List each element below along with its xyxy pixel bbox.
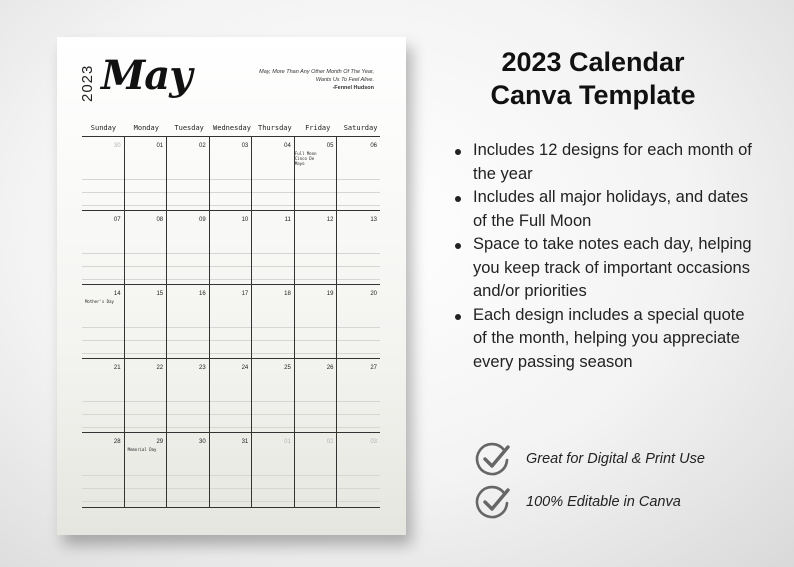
feature-item: Includes all major holidays, and dates of the Full Moon — [452, 186, 752, 233]
calendar-day-cell — [210, 285, 253, 359]
quote-line: May, More Than Any Other Month Of The Year, — [259, 69, 374, 75]
day-number: 13 — [370, 217, 377, 223]
day-number: 31 — [241, 439, 249, 445]
calendar-day-cell — [337, 211, 380, 285]
feature-item: Includes 12 designs for each month of the year — [452, 139, 752, 186]
calendar-day-cell — [252, 211, 295, 285]
calendar-day-cell — [337, 137, 380, 211]
weekday-label: Monday — [133, 124, 159, 132]
calendar-day-cell — [210, 433, 253, 507]
day-number: 01 — [284, 439, 291, 445]
day-number: 05 — [326, 143, 334, 149]
day-number: 08 — [156, 217, 164, 223]
day-number: 23 — [199, 365, 206, 371]
day-number: 22 — [156, 365, 164, 371]
calendar-day-cell — [295, 137, 338, 211]
day-number: 12 — [326, 217, 334, 223]
day-number: 02 — [199, 143, 206, 149]
day-number: 02 — [326, 439, 334, 445]
promo-title-line: Canva Template — [490, 80, 696, 110]
day-number: 10 — [241, 217, 249, 223]
badge-digital-print — [474, 440, 774, 480]
day-number: 19 — [326, 291, 334, 297]
calendar-day-cell — [167, 285, 210, 359]
calendar-day-cell — [210, 137, 253, 211]
calendar-day-cell — [167, 359, 210, 433]
weekday-label: Thursday — [258, 124, 292, 132]
day-number: 16 — [199, 291, 206, 297]
calendar-day-cell — [337, 359, 380, 433]
calendar-grid — [82, 136, 380, 508]
day-note: Memorial Day — [127, 447, 157, 452]
day-number: 14 — [113, 291, 121, 297]
day-number: 04 — [284, 143, 291, 149]
calendar-day-cell — [125, 285, 168, 359]
calendar-day-cell — [337, 433, 380, 507]
weekday-header — [82, 124, 382, 136]
calendar-day-cell — [295, 433, 338, 507]
weekday-label: Sunday — [90, 124, 117, 132]
calendar-day-cell — [295, 285, 338, 359]
calendar-day-cell — [82, 359, 125, 433]
calendar-day-cell — [295, 359, 338, 433]
day-number: 07 — [113, 217, 121, 223]
calendar-day-cell — [210, 211, 253, 285]
day-number: 27 — [370, 365, 377, 371]
calendar-day-cell — [82, 211, 125, 285]
day-number: 17 — [241, 291, 249, 297]
calendar-year: 2023 — [79, 64, 96, 102]
calendar-day-cell — [125, 211, 168, 285]
calendar-day-cell — [125, 433, 168, 507]
day-number: 25 — [284, 365, 291, 371]
day-number: 29 — [156, 439, 164, 445]
calendar-day-cell — [252, 137, 295, 211]
day-number: 28 — [113, 439, 121, 445]
promo-title — [458, 46, 728, 112]
day-number: 21 — [113, 365, 121, 371]
day-number: 30 — [199, 439, 206, 445]
calendar-day-cell — [167, 137, 210, 211]
calendar-day-cell — [167, 433, 210, 507]
calendar-day-cell — [82, 285, 125, 359]
promo-title-line: 2023 Calendar — [501, 47, 685, 77]
day-note: Mother's Day — [85, 299, 114, 304]
calendar-day-cell — [210, 359, 253, 433]
quote-line: Wants Us To Feel Alive. — [315, 77, 374, 83]
checkmark-circle-icon — [474, 440, 512, 478]
badge-label: Great for Digital & Print Use — [526, 451, 705, 467]
day-number: 09 — [199, 217, 206, 223]
day-number: 03 — [241, 143, 249, 149]
feature-item: Space to take notes each day, helping you keep track of important occasions and/or priorities — [452, 233, 752, 304]
weekday-label: Wednesday — [213, 124, 251, 132]
calendar-day-cell — [252, 433, 295, 507]
calendar-day-cell — [82, 137, 125, 211]
weekday-label: Tuesday — [174, 124, 204, 132]
calendar-day-cell — [295, 211, 338, 285]
day-number: 01 — [156, 143, 164, 149]
weekday-label: Saturday — [343, 124, 378, 132]
feature-list — [452, 139, 752, 374]
calendar-day-cell — [125, 137, 168, 211]
day-number: 24 — [241, 365, 249, 371]
quote-author: -Fennel Hudson — [332, 85, 374, 91]
badge-editable — [474, 483, 774, 523]
day-number: 15 — [156, 291, 164, 297]
day-number: 30 — [113, 143, 121, 149]
calendar-day-cell — [125, 359, 168, 433]
day-note: Full Moon Cinco De Mayo — [294, 151, 317, 166]
calendar-day-cell — [252, 285, 295, 359]
day-number: 11 — [284, 217, 291, 223]
feature-item: Each design includes a special quote of the month, helping you appreciate every passing season — [452, 304, 752, 375]
badge-label: 100% Editable in Canva — [526, 494, 681, 510]
calendar-day-cell — [82, 433, 125, 507]
calendar-day-cell — [167, 211, 210, 285]
day-number: 03 — [370, 439, 377, 445]
calendar-month: May — [101, 52, 192, 99]
weekday-label: Friday — [305, 124, 331, 132]
day-number: 18 — [284, 291, 291, 297]
checkmark-circle-icon — [474, 483, 512, 521]
calendar-day-cell — [337, 285, 380, 359]
month-quote — [204, 68, 374, 92]
calendar-day-cell — [252, 359, 295, 433]
day-number: 06 — [370, 143, 377, 149]
day-number: 26 — [326, 365, 334, 371]
day-number: 20 — [370, 291, 377, 297]
